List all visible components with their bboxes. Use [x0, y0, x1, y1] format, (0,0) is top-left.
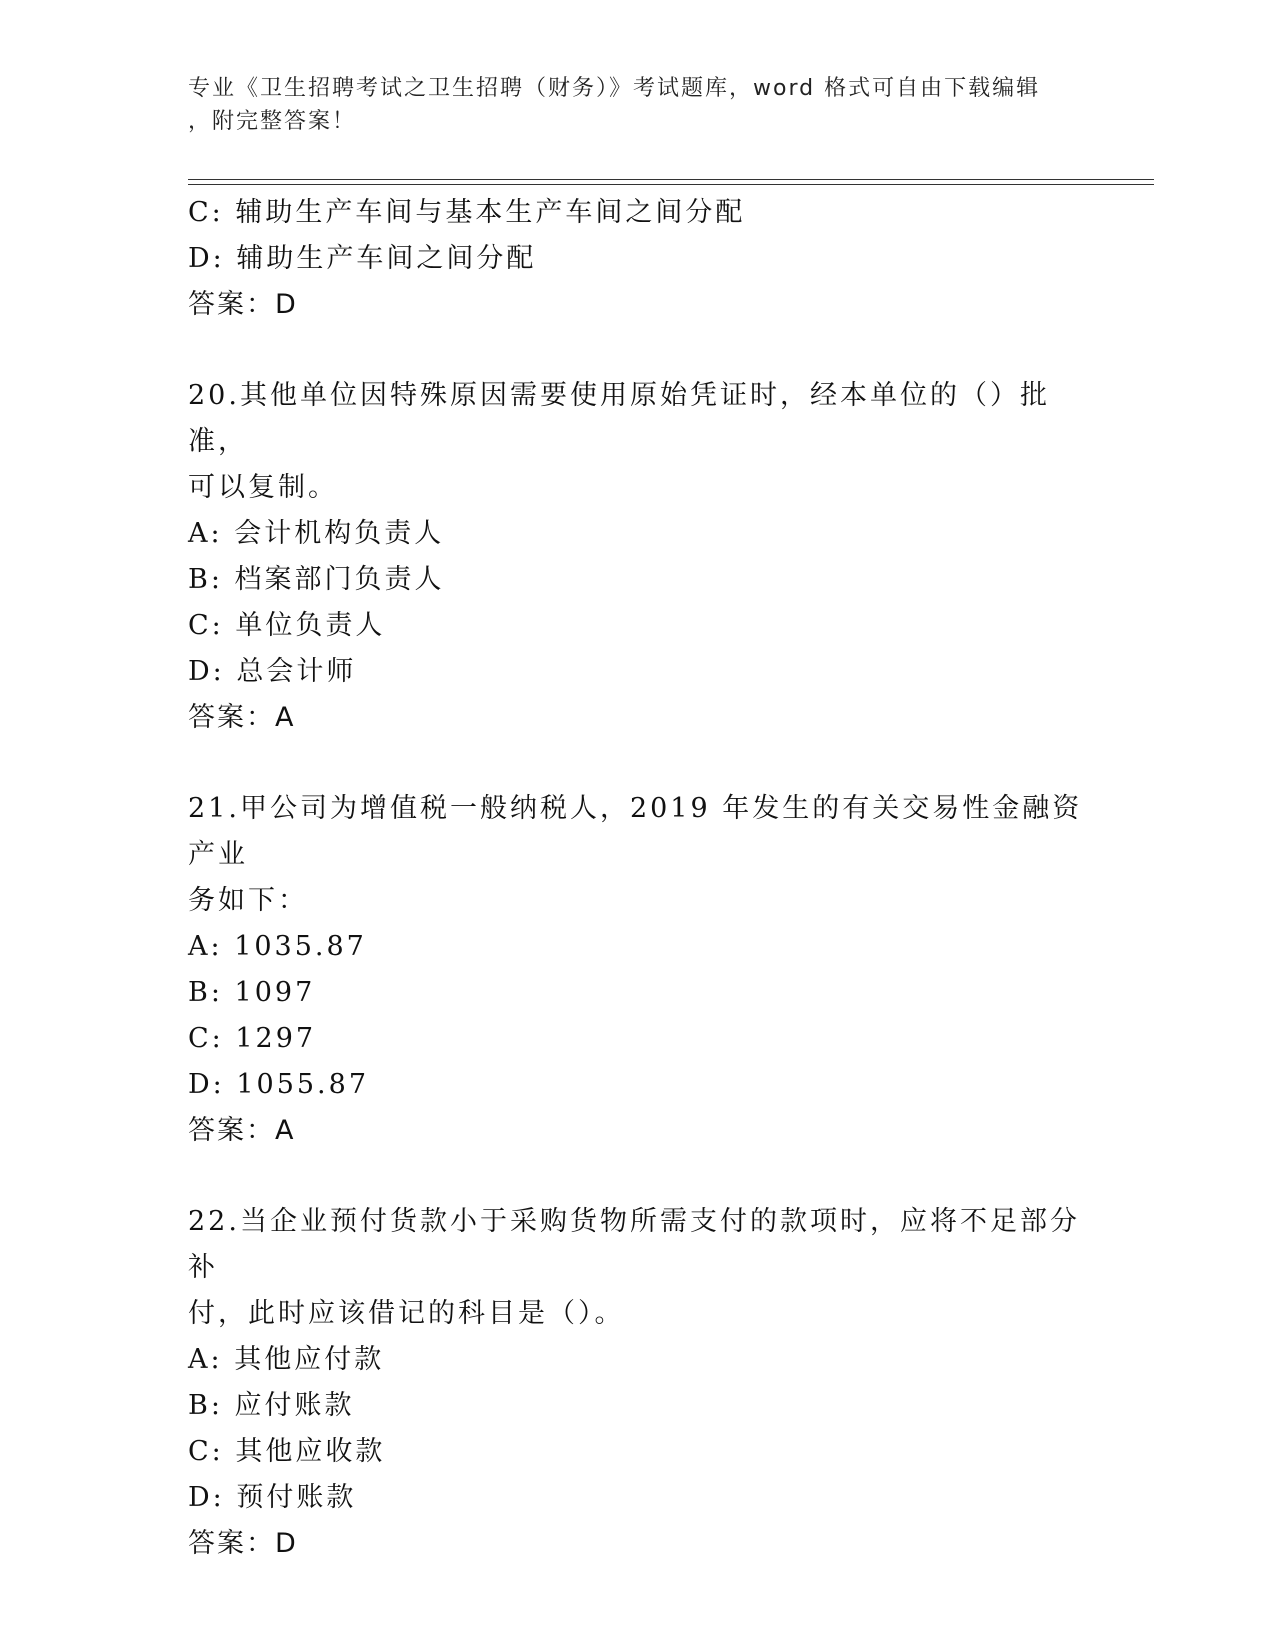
option-text: 预付账款: [236, 1482, 357, 1513]
question-22: [188, 1199, 1088, 1567]
option-label: C:: [188, 1436, 224, 1467]
continued-question: [188, 190, 1088, 328]
question-21: [188, 786, 1088, 1154]
option-d: [188, 649, 1088, 695]
option-b: [188, 970, 1088, 1016]
option-label: D:: [188, 243, 225, 274]
question-text-line-2: 务如下：: [188, 885, 308, 916]
answer-line: 答案：A: [188, 1115, 296, 1146]
option-label: C:: [188, 610, 224, 641]
option-text: 其他应付款: [234, 1344, 385, 1375]
option-text: 1297: [235, 1023, 317, 1054]
option-label: D:: [188, 1069, 225, 1100]
question-text-line-2: 付，此时应该借记的科目是（）。: [188, 1298, 625, 1329]
option-text: 其他应收款: [235, 1436, 386, 1467]
option-text: 会计机构负责人: [234, 518, 445, 549]
option-label: D:: [188, 1482, 225, 1513]
option-text: 1035.87: [234, 931, 367, 962]
option-d: [188, 1475, 1088, 1521]
option-text: 1097: [234, 977, 316, 1008]
question-list: [188, 190, 1088, 1567]
option-d: [188, 236, 1088, 282]
option-d: [188, 1062, 1088, 1108]
option-c: [188, 603, 1088, 649]
answer-line: 答案：A: [188, 702, 296, 733]
answer-line: 答案：D: [188, 1528, 298, 1559]
header-divider-top: [188, 179, 1154, 180]
question-text-line-1: 20.其他单位因特殊原因需要使用原始凭证时，经本单位的（）批准，: [188, 380, 1050, 457]
option-c: [188, 190, 1088, 236]
option-label: C:: [188, 197, 224, 228]
option-text: 辅助生产车间之间分配: [236, 243, 537, 274]
question-20: [188, 373, 1088, 741]
option-label: C:: [188, 1023, 224, 1054]
option-label: B:: [188, 564, 223, 595]
option-b: [188, 1383, 1088, 1429]
option-label: A:: [188, 1344, 223, 1375]
document-header: [188, 72, 1068, 138]
header-line-1: 专业《卫生招聘考试之卫生招聘（财务）》考试题库，word 格式可自由下载编辑: [188, 76, 1041, 101]
answer-line: 答案：D: [188, 289, 298, 320]
option-b: [188, 557, 1088, 603]
option-label: A:: [188, 518, 223, 549]
question-text-line-2: 可以复制。: [188, 472, 338, 503]
option-c: [188, 1016, 1088, 1062]
option-label: A:: [188, 931, 223, 962]
option-a: [188, 511, 1088, 557]
option-label: D:: [188, 656, 225, 687]
header-line-2: ，附完整答案！: [188, 109, 357, 134]
option-label: B:: [188, 1390, 223, 1421]
header-divider-bottom: [188, 184, 1154, 185]
option-a: [188, 1337, 1088, 1383]
option-c: [188, 1429, 1088, 1475]
option-text: 单位负责人: [235, 610, 386, 641]
question-text-line-1: 21.甲公司为增值税一般纳税人，2019 年发生的有关交易性金融资产业: [188, 793, 1083, 870]
option-text: 应付账款: [234, 1390, 355, 1421]
question-text-line-1: 22.当企业预付货款小于采购货物所需支付的款项时，应将不足部分补: [188, 1206, 1080, 1283]
option-text: 辅助生产车间与基本生产车间之间分配: [235, 197, 746, 228]
option-label: B:: [188, 977, 223, 1008]
option-text: 总会计师: [236, 656, 357, 687]
option-text: 档案部门负责人: [234, 564, 445, 595]
option-a: [188, 924, 1088, 970]
option-text: 1055.87: [236, 1069, 369, 1100]
